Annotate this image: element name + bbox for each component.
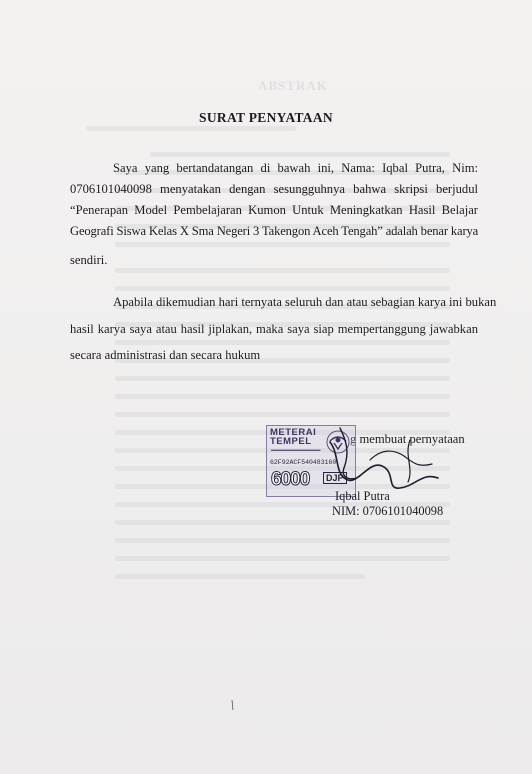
- closing-statement: g membuat pernyataan: [350, 432, 465, 446]
- stamp-issuer: DJP: [323, 472, 347, 484]
- paragraph-line: “Penerapan Model Pembelajaran Kumon Untuk Meningkatkan Hasil Belajar: [70, 203, 478, 217]
- stamp-heading-line2: TEMPEL: [270, 436, 312, 447]
- signer-name: Iqbal Putra: [335, 489, 390, 503]
- paragraph-line: 0706101040098 menyatakan dengan sesungguhnya bahwa skripsi berjudul: [70, 182, 478, 196]
- document-title: SURAT PENYATAAN: [199, 110, 333, 125]
- paragraph-line: sendiri.: [70, 253, 108, 267]
- paragraph-liability: [70, 290, 497, 368]
- bleed-through-heading: ABSTRAK: [258, 78, 328, 93]
- pen-mark: [231, 700, 234, 710]
- paragraph-line: secara administrasi dan secara hukum: [70, 348, 261, 362]
- paragraph-line: hasil karya saya atau hasil jiplakan, maka saya siap mempertanggung jawabkan: [70, 322, 478, 336]
- paragraph-line: Saya yang bertandatangan di bawah ini, Nama: Iqbal Putra, Nim:: [113, 161, 478, 175]
- stamp-heading-line1: METERAI: [270, 427, 317, 438]
- stamp-value: 6000: [271, 469, 310, 490]
- paragraph-statement: [70, 158, 478, 271]
- paragraph-line: Apabila dikemudian hari ternyata seluruh dan atau sebagian karya ini bukan: [113, 295, 497, 309]
- stamp-fine-print: ▬▬▬▬▬▬▬▬▬▬▬: [271, 447, 321, 452]
- paragraph-line: Geografi Siswa Kelas X Sma Negeri 3 Takengon Aceh Tengah” adalah benar karya: [70, 224, 479, 238]
- signer-nim: NIM: 0706101040098: [332, 504, 444, 518]
- stamp-serial-code: 62F92ACF540483160: [270, 459, 337, 466]
